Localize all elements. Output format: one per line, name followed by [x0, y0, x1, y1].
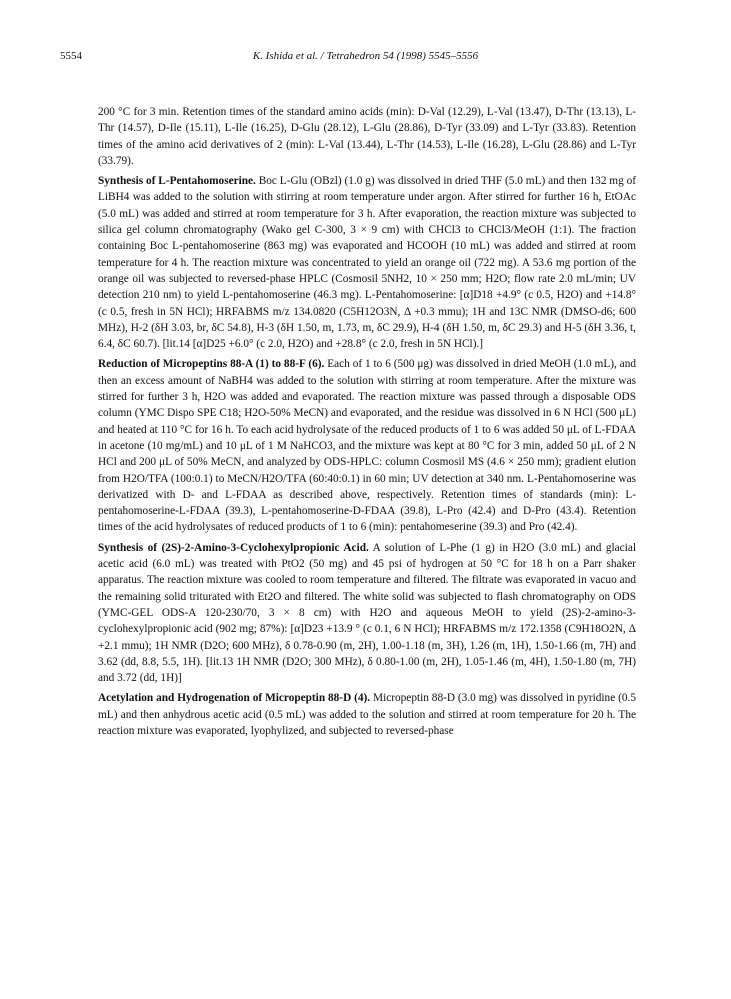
running-head: K. Ishida et al. / Tetrahedron 54 (1998) 5545–5556: [252, 50, 479, 62]
body-text: [98, 104, 636, 743]
paragraph-text: 200 °C for 3 min. Retention times of the standard amino acids (min): D-Val (12.29), L-Val (13.47), D-Thr (13.13), L-Thr (14.57), D-Ile (15.11), L-Ile (16.25), D-Glu (28.12), L-Glu (28.86), D-Tyr (33.09) and L-Tyr (33.83). Retention times of the amino acid derivatives of 2 (min): L-Val (13.44), L-Thr (14.53), L-Ile (16.28), L-Glu (28.86) and L-Tyr (33.79).: [98, 106, 636, 167]
section-heading: Synthesis of L-Pentahomoserine.: [98, 175, 256, 188]
paragraph-acetylation-hydrogenation: [98, 690, 636, 739]
paragraph-pentahomoserine-synthesis: [98, 173, 636, 352]
paragraph-text: A solution of L-Phe (1 g) in H2O (3.0 mL) and glacial acetic acid (6.0 mL) was treated with PtO2 (50 mg) and 45 psi of hydrogen at 50 °C for 18 h on a Parr shaker apparatus. The reaction mixture was cooled to room temperature and filtered. The filtrate was evaporated in vacuo and the remaining solid triturated with Et2O and filtered. The white solid was subjected to flash chromatography on ODS (YMC-GEL ODS-A 120-230/70, 3 × 8 cm) with H2O and aqueous MeOH to yield (2S)-2-amino-3-cyclohexylpropionic acid (902 mg; 87%): [α]D23 +13.9 ° (c 0.1, 6 N HCl); HRFABMS m/z 172.1358 (C9H18O2N, Δ +2.1 mmu); 1H NMR (D2O; 600 MHz), δ 0.78-0.90 (m, 2H), 1.00-1.18 (m, 3H), 1.26 (m, 1H), 1.50-1.66 (m, 7H) and 3.62 (dd, 8.8, 5.5, 1H). [lit.13 1H NMR (D2O; 300 MHz), δ 0.80-1.00 (m, 2H), 1.05-1.46 (m, 4H), 1.50-1.80 (m, 7H) and 3.72 (dd, 1H)]: [98, 541, 636, 685]
paragraph-micropeptin-reduction: [98, 356, 636, 535]
paragraph-text: Boc L-Glu (OBzl) (1.0 g) was dissolved in dried THF (5.0 mL) and then 132 mg of LiBH4 was added to the solution with stirring at room temperature under argon. After stirred for further 16 h, EtOAc (5.0 mL) was added and stirred at room temperature for 3 h. After evaporation, the reaction mixture was subjected to silica gel column chromatography (Wako gel C-300, 3 × 9 cm) with CHCl3 to CHCl3/MeOH (1:1). The fraction containing Boc L-pentahomoserine (863 mg) was evaporated and HCOOH (10 mL) was added and stirred at room temperature for 4 h. The reaction mixture was concentrated to yield an orange oil (722 mg). A 53.6 mg portion of the orange oil was subjected to reversed-phase HPLC (Cosmosil 5NH2, 10 × 250 mm; H2O; flow rate 2.0 mL/min; UV detection 210 nm) to yield L-pentahomoserine (46.3 mg). L-Pentahomoserine: [α]D18 +4.9° (c 0.5, H2O) and +14.8° (c 0.5, fresh in 5N HCl); HRFABMS m/z 134.0820 (C5H12O3N, Δ +0.3 mmu); 1H and 13C NMR (DMSO-d6; 600 MHz), H-2 (δH 3.03, br, δC 54.8), H-3 (δH 1.50, m, 1.73, m, δC 29.9), H-4 (δH 1.50, m, δC 29.3) and H-5 (δH 3.36, t, 6.4, δC 60.7). [lit.14 [α]D25 +6.0° (c 2.0, H2O) and +28.8° (c 2.0, fresh in 5N HCl).]: [98, 175, 637, 351]
paragraph-cyclohexylpropionic-synthesis: [98, 540, 636, 687]
paragraph-amino-acid-retention: [98, 104, 636, 169]
paragraph-text: Micropeptin 88-D (3.0 mg) was dissolved in pyridine (0.5 mL) and then anhydrous acetic acid (0.5 mL) was added to the solution and stirred at room temperature for 20 h. The reaction mixture was evaporated, lyophylized, and subjected to reversed-phase: [98, 692, 636, 737]
section-heading: Reduction of Micropeptins 88-A (1) to 88-F (6).: [98, 358, 325, 371]
page-header: [0, 50, 731, 66]
section-heading: Acetylation and Hydrogenation of Micropeptin 88-D (4).: [98, 692, 371, 705]
paragraph-text: Each of 1 to 6 (500 μg) was dissolved in dried MeOH (1.0 mL), and then an excess amount of NaBH4 was added to the solution with stirring at room temperature. After the mixture was stirred for further 3 h, H2O was added and evaporated. The reaction mixture was passed through a disposable ODS column (YMC Dispo SPE C18; H2O-50% MeCN) and evaporated, and the residue was dissolved in 6 N HCl (500 μL) and heated at 110 °C for 16 h. To each acid hydrolysate of the reduced products of 1 to 6 was added 50 μL of L-FDAA in acetone (10 mg/mL) and 10 μL of 1 M NaHCO3, and the mixture was kept at 80 °C for 3 min, added 50 μL of 2 N HCl and 200 μL of 50% MeCN, and analyzed by ODS-HPLC: column Cosmosil MS (4.6 × 250 mm); gradient elution from H2O/TFA (100:0.1) to MeCN/H2O/TFA (60:40:0.1) in 60 min; UV detection at 340 nm. L-Pentahomoserine was derivatized with D- and L-FDAA as described above, respectively. Retention times of standards (min): L-pentahomoserine-L-FDAA (39.3), L-pentahomoserine-D-FDAA (39.8), L-Pro (42.4) and D-Pro (43.4). Retention times of the acid hydrolysates of reduced products of 1 to 6 (min): pentahomeserine (39.3) and Pro (42.4).: [98, 358, 636, 534]
section-heading: Synthesis of (2S)-2-Amino-3-Cyclohexylpropionic Acid.: [98, 541, 369, 554]
page-number: 5554: [60, 50, 82, 62]
